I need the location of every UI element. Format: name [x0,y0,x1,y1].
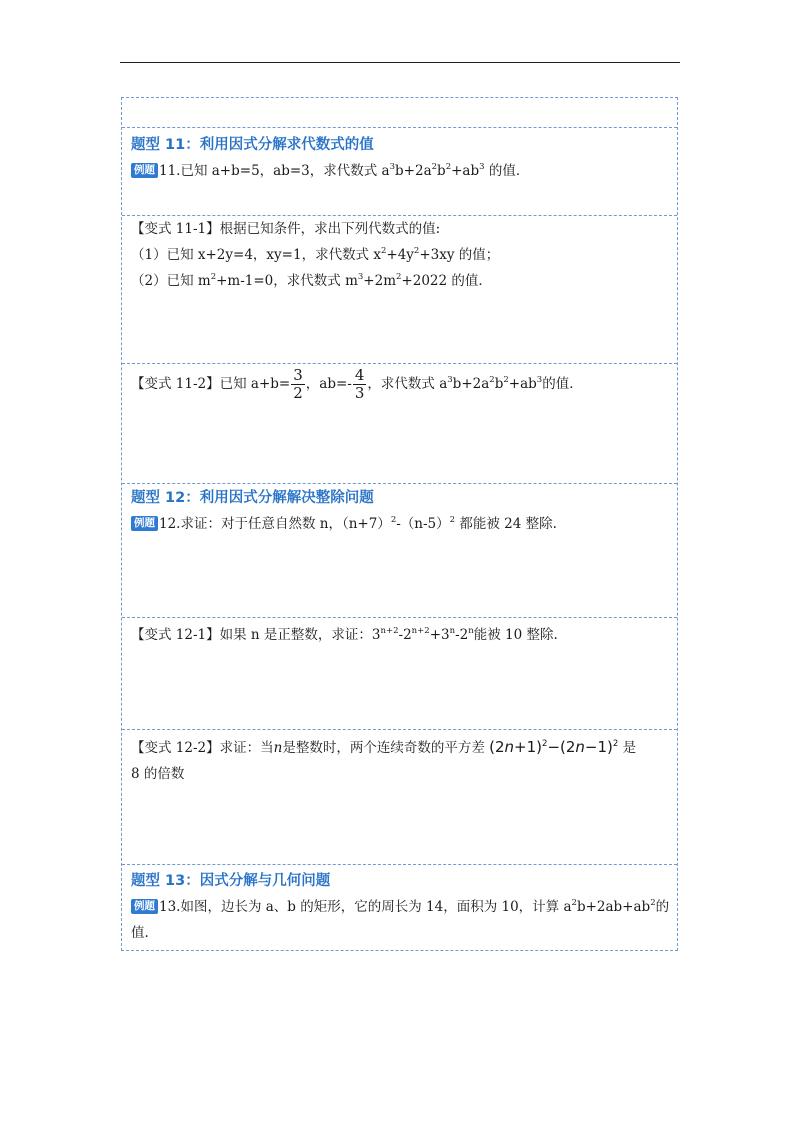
section-type-13 [122,864,677,949]
example-problem-line-1: 例题 13.如图，边长为 a、b 的矩形，它的周长为 14，面积为 10，计算 $a^2b+2ab+ab^2$的 [131,894,677,920]
section-type-11 [122,127,677,215]
variant-12-2 [122,729,677,864]
section-heading: 题型 13：因式分解与几何问题 [131,873,331,889]
example-problem-line-2: 值. [131,925,149,941]
variant-tag: 【变式 12-2】 [131,740,220,756]
example-badge: 例题 [131,899,158,914]
variant-12-1 [122,617,677,729]
math-expression: $(2n+1)^2-(2n-1)^2$ [489,738,619,756]
variant-item-1: （1）已知 x+2y=4，xy=1，求代数式 $x^2+4y^2+3xy$ 的值； [131,246,500,263]
variant-problem: 【变式 12-1】如果 n 是正整数，求证：$3^{n+2}-2^{n+2}+3^n-2^n$能被 10 整除. [131,626,558,643]
variant-tag: 【变式 11-2】 [131,376,220,392]
example-badge: 例题 [131,516,158,531]
problem-frame [121,97,678,951]
section-heading: 题型 11：利用因式分解求代数式的值 [131,137,374,153]
variant-11-2 [122,363,677,483]
variant-tag: 【变式 12-1】 [131,627,220,643]
example-problem: 例题 12.求证：对于任意自然数 n，$(n+7)^2-(n-5)^2$ 都能被 24 整除. [131,511,677,537]
variant-problem-line-2: 8 的倍数 [131,766,185,782]
fraction-4-3: $\frac{4}{3}$ [354,366,365,402]
section-type-12 [122,483,677,617]
variant-11-1 [122,215,677,363]
example-problem: 例题 11.已知 a+b=5，ab=3，求代数式 $a^3b+2a^2b^2+ab^3$ 的值． [131,158,677,184]
variant-item-2: （2）已知 $m^2+m-1=0$，求代数式 $m^3+2m^2+2022$ 的值． [131,272,492,289]
fraction-3-2: $\frac{3}{2}$ [293,366,303,402]
section-heading: 题型 12：利用因式分解解决整除问题 [131,490,374,506]
variant-problem-line-1: 【变式 12-2】求证：当n是整数时，两个连续奇数的平方差 $(2n+1)^2-(2n-1)^2$ 是 [131,738,637,756]
example-badge: 例题 [131,163,158,178]
header-rule [120,62,680,63]
variant-intro: 【变式 11-1】根据已知条件，求出下列代数式的值: [131,221,441,237]
variant-problem: 【变式 11-2】已知 a+b= $\frac{3}{2}$ ，ab=- $\frac{4}{3}$ ，求代数式 $a^3b+2a^2b^2+ab^3$的值． [131,366,583,402]
variant-tag: 【变式 11-1】 [131,221,220,237]
